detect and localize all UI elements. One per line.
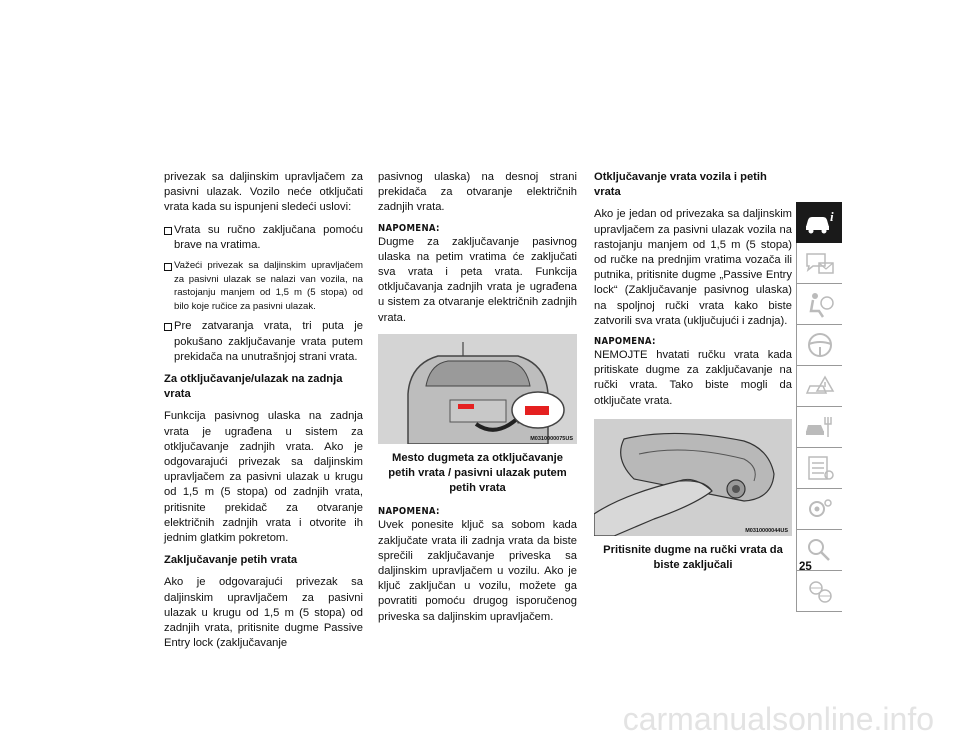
liftgate-figure xyxy=(378,334,577,444)
section-heading: Zaključavanje petih vrata xyxy=(164,554,298,567)
tab-steering[interactable] xyxy=(796,325,842,366)
figure-code: M0310000044US xyxy=(745,527,788,534)
note-text: Dugme za zaključavanje pasivnog ulaska na petim vratima će zaključati sva vrata i peta vrata. Funkcija otključavanja zadnjih vrata je ugrađena u sistem za otvaranje električnih zadnjih vrata. xyxy=(378,235,577,324)
tab-safety[interactable] xyxy=(796,284,842,325)
note-text: NEMOJTE hvatati ručku vrata kada pritiskate dugme za zaključavanje na ručki vrata. Tako biste mogli da otključate vrata. xyxy=(594,349,792,407)
column-2 xyxy=(378,170,577,632)
intro-paragraph: privezak sa daljinskim upravljačem za pasivni ulazak. Vozilo neće otključati vrata kada su ispunjeni sledeći uslovi: xyxy=(164,171,363,214)
page-number: 25 xyxy=(799,561,812,573)
checkbox-bullet-icon xyxy=(164,263,172,271)
watermark-text: carmanualsonline.info xyxy=(622,701,934,737)
car-info-icon xyxy=(803,207,837,237)
tab-car-info[interactable] xyxy=(796,202,842,243)
tab-checklist[interactable] xyxy=(796,448,842,489)
steering-wheel-icon xyxy=(803,330,837,360)
tab-service[interactable] xyxy=(796,407,842,448)
paragraph: pasivnog ulaska) na desnoj strani prekidača za otvaranje električnih zadnjih vrata. xyxy=(378,171,577,214)
checklist-icon xyxy=(803,453,837,483)
section-heading: Za otključavanje/ulazak na zadnja vrata xyxy=(164,373,343,401)
paragraph: Ako je jedan od privezaka sa daljinskim upravljačem za pasivni ulazak vozila na rastojanju manjem od 1,5 m (5 stopa) od ručke na prednjim vratima vozača ili putnika, pritisnite dugme „Passive Entry lock“ (Zaključavanje pasivnog ulaska) na spoljnoj ručki vrata kako biste zatvorili sva vrata (uključujući i zadnja). xyxy=(594,208,792,327)
chapter-tabs xyxy=(796,202,842,612)
figure-caption: Mesto dugmeta za otključavanje petih vrata / pasivni ulazak putem petih vrata xyxy=(388,451,567,495)
tab-settings[interactable] xyxy=(796,489,842,530)
column-1 xyxy=(164,170,363,658)
language-icon xyxy=(803,576,837,606)
note-label: NAPOMENA: xyxy=(378,222,440,234)
warning-car-icon xyxy=(803,371,837,401)
car-service-icon xyxy=(803,412,837,442)
note-label: NAPOMENA: xyxy=(594,336,656,348)
seat-airbag-icon xyxy=(803,289,837,319)
list-item: Važeći privezak sa daljinskim upravljačem za pasivni ulazak se nalazi van vozila, na rastojanju manjem od 1,5 m (5 stopa) od bilo koje ručice za pasivni ulazak. xyxy=(164,259,363,313)
message-icon xyxy=(803,248,837,278)
list-item: Pre zatvaranja vrata, tri puta je pokušano zaključavanje vrata putem prekidača na unutrašnjoj strani vrata. xyxy=(164,319,363,365)
tab-warnings[interactable] xyxy=(796,366,842,407)
note-text: Uvek ponesite ključ sa sobom kada zaključate vrata ili zadnja vrata da biste sprečili zaključavanje priveska sa daljinskim upravljačem u vozilu. Ako je ključ zaključan u vozilu, možete ga povratiti pomoću drugog isporučenog priveska sa daljinskim upravljačem. xyxy=(378,519,577,623)
door-handle-figure xyxy=(594,419,792,536)
paragraph: Ako je odgovarajući privezak sa daljinskim upravljačem za pasivni ulazak u krugu od 1,5 m (5 stopa) od zadnjih vrata, pritisnite dugme Passive Entry lock (zaključavanje xyxy=(164,576,363,650)
column-3 xyxy=(594,170,792,583)
figure-code: M0310000075US xyxy=(530,435,573,442)
figure-caption: Pritisnite dugme na ručki vrata da biste zaključali xyxy=(603,543,783,572)
list-item: Vrata su ručno zaključana pomoću brave na vratima. xyxy=(164,223,363,253)
settings-gear-icon xyxy=(803,494,837,524)
door-handle-illustration xyxy=(594,419,792,536)
note-label: NAPOMENA: xyxy=(378,506,440,518)
paragraph: Funkcija pasivnog ulaska na zadnja vrata je ugrađena u sistem za otključavanje zadnjih vrata. Ako je odgovarajući privezak sa daljinskim upravljačem za pasivni ulazak u krugu od 1,5 m (5 stopa) od zadnjih vrata, pritisnite prekidač za otvaranje električnih zadnjih vrata i otvorite ih jednim glatkim pokretom. xyxy=(164,410,363,545)
svg-text:i: i xyxy=(830,209,834,224)
checkbox-bullet-icon xyxy=(164,227,172,235)
checkbox-bullet-icon xyxy=(164,323,172,331)
liftgate-illustration xyxy=(378,334,577,444)
tab-messages[interactable] xyxy=(796,243,842,284)
conditions-list xyxy=(164,223,363,365)
section-heading: Otključavanje vrata vozila i petih vrata xyxy=(594,171,767,199)
tab-languages[interactable] xyxy=(796,571,842,612)
